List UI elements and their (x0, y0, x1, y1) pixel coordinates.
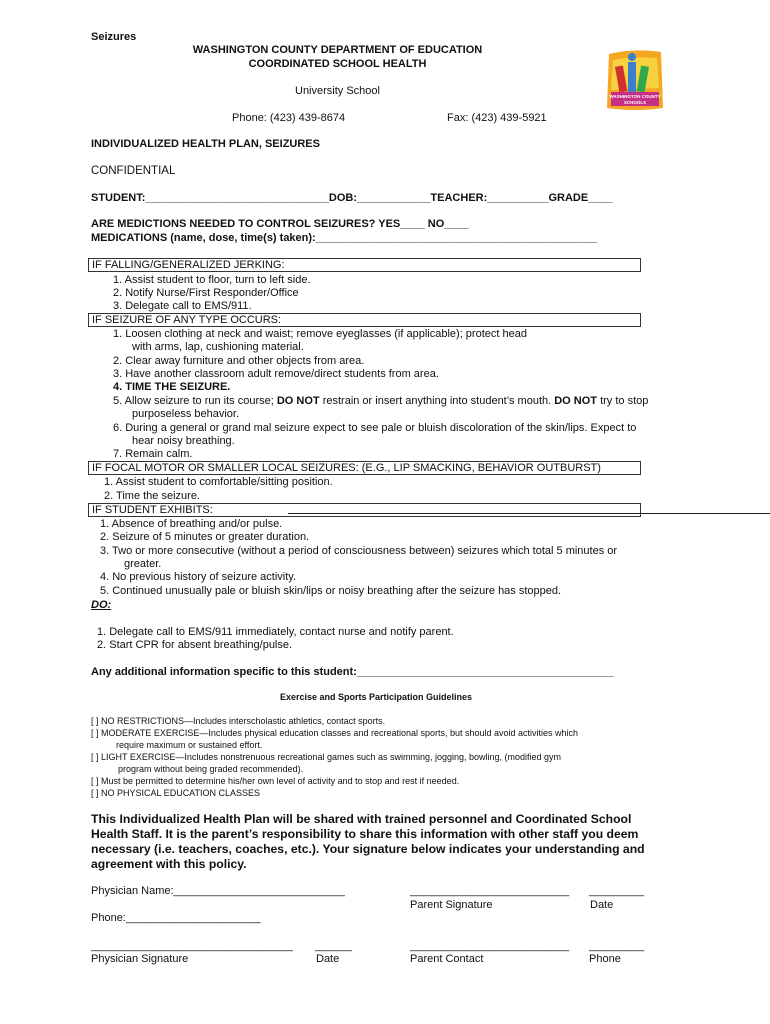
physician-signature-field[interactable]: _________________________________ (91, 940, 293, 952)
phone-number: Phone: (423) 439-8674 (232, 112, 346, 124)
medications-question: ARE MEDICTIONS NEEDED TO CONTROL SEIZURES? YES____ NO____ (91, 218, 469, 230)
exhibits-item: 2. Seizure of 5 minutes or greater duration. (100, 531, 310, 543)
exercise-option: [ ] Must be permitted to determine his/her own level of activity and to stop and rest if needed. (91, 776, 460, 786)
topic-label: Seizures (91, 31, 137, 43)
any-seizure-item (113, 395, 648, 407)
item-text: 5. Allow seizure to run its course; (113, 395, 277, 407)
focal-header: IF FOCAL MOTOR OR SMALLER LOCAL SEIZURES: (E.G., LIP SMACKING, BEHAVIOR OUTBURST) (92, 462, 601, 474)
exhibits-item: 4. No previous history of seizure activity. (100, 571, 297, 583)
exercise-option: [ ] NO PHYSICAL EDUCATION CLASSES (91, 788, 261, 798)
exhibits-header: IF STUDENT EXHIBITS: (92, 504, 213, 516)
phone-field[interactable]: Phone:______________________ (91, 912, 261, 924)
any-seizure-item: 1. Loosen clothing at neck and waist; remove eyeglasses (if applicable); protect head (113, 328, 527, 340)
confidential-label: CONFIDENTIAL (91, 165, 176, 177)
any-seizure-item: with arms, lap, cushioning material. (132, 341, 304, 353)
do-label: DO: (91, 599, 112, 611)
any-seizure-item: 6. During a general or grand mal seizure expect to see pale or bluish discoloration of the skin/lips. Expect to (113, 422, 637, 434)
exercise-option: program without being graded recommended). (118, 764, 304, 774)
exercise-title: Exercise and Sports Participation Guidelines (279, 692, 473, 702)
item-text: restrain or insert anything into student’s mouth. (319, 395, 555, 407)
date-label: Date (590, 899, 614, 911)
date-field[interactable]: ______ (315, 940, 352, 952)
additional-info-line: Any additional information specific to this student:__________________________________________ (91, 666, 614, 678)
parent-contact-label: Parent Contact (410, 953, 484, 965)
date-label: Date (316, 953, 340, 965)
exhibits-rule (288, 513, 770, 514)
any-seizure-item: purposeless behavior. (132, 408, 240, 420)
exercise-option: [ ] MODERATE EXERCISE—Includes physical education classes and recreational sports, but should avoid activities which (91, 728, 579, 738)
do-not-emphasis: DO NOT (554, 395, 598, 407)
district-logo (603, 48, 667, 114)
exercise-option: [ ] NO RESTRICTIONS—Includes interscholastic athletics, contact sports. (91, 716, 386, 726)
falling-header: IF FALLING/GENERALIZED JERKING: (92, 259, 285, 271)
exhibits-item: 3. Two or more consecutive (without a period of consciousness between) seizures which total 5 minutes or (100, 545, 618, 557)
any-seizure-header: IF SEIZURE OF ANY TYPE OCCURS: (92, 314, 282, 326)
policy-statement: agreement with this policy. (91, 857, 247, 871)
exercise-option: require maximum or sustained effort. (116, 740, 263, 750)
physician-name-field[interactable]: Physician Name:____________________________ (91, 885, 345, 897)
focal-item: 2. Time the seizure. (104, 490, 200, 502)
phone-label: Phone (589, 953, 621, 965)
any-seizure-item: 4. TIME THE SEIZURE. (113, 381, 231, 393)
any-seizure-item: 3. Have another classroom adult remove/direct students from area. (113, 368, 439, 380)
parent-contact-field[interactable]: __________________________ (410, 940, 570, 952)
school-name: University School (295, 85, 380, 97)
focal-item: 1. Assist student to comfortable/sitting position. (104, 476, 333, 488)
department-name: WASHINGTON COUNTY DEPARTMENT OF EDUCATION (192, 44, 483, 56)
policy-statement: Health Staff. It is the parent’s responsibility to share this information with other staff you deem (91, 827, 639, 841)
fax-number: Fax: (423) 439-5921 (447, 112, 547, 124)
exhibits-item: greater. (124, 558, 162, 570)
item-text: try to stop (597, 395, 649, 407)
exhibits-item: 5. Continued unusually pale or bluish skin/lips or noisy breathing after the seizure has stopped. (100, 585, 562, 597)
date-field[interactable]: _________ (589, 885, 645, 897)
physician-signature-label: Physician Signature (91, 953, 189, 965)
do-item: 2. Start CPR for absent breathing/pulse. (97, 639, 293, 651)
medications-line: MEDICATIONS (name, dose, time(s) taken):______________________________________________ (91, 232, 598, 244)
contact-phone-field[interactable]: _________ (589, 940, 645, 952)
program-name: COORDINATED SCHOOL HEALTH (248, 58, 427, 70)
exercise-option: [ ] LIGHT EXERCISE—Includes nonstrenuous recreational games such as swimming, jogging, bowling, (modified gym (91, 752, 562, 762)
student-info-line: STUDENT:______________________________DOB:____________TEACHER:__________GRADE____ (91, 192, 613, 204)
svg-text:WASHINGTON COUNTY: WASHINGTON COUNTY (609, 94, 661, 99)
any-seizure-item: 2. Clear away furniture and other objects from area. (113, 355, 365, 367)
any-seizure-item: 7. Remain calm. (113, 448, 193, 460)
exhibits-item: 1. Absence of breathing and/or pulse. (100, 518, 283, 530)
parent-signature-label: Parent Signature (410, 899, 493, 911)
do-not-emphasis: DO NOT (276, 395, 320, 407)
policy-statement: This Individualized Health Plan will be shared with trained personnel and Coordinated School (91, 812, 632, 826)
any-seizure-item: hear noisy breathing. (132, 435, 235, 447)
policy-statement: necessary (i.e. teachers, coaches, etc.). Your signature below indicates your understanding and (91, 842, 645, 856)
falling-item: 2. Notify Nurse/First Responder/Office (113, 287, 299, 299)
svg-text:SCHOOLS: SCHOOLS (623, 100, 647, 105)
falling-item: 1. Assist student to floor, turn to left side. (113, 274, 311, 286)
do-item: 1. Delegate call to EMS/911 immediately, contact nurse and notify parent. (97, 626, 454, 638)
falling-item: 3. Delegate call to EMS/911. (113, 300, 252, 312)
parent-signature-field[interactable]: __________________________ (410, 885, 570, 897)
plan-title: INDIVIDUALIZED HEALTH PLAN, SEIZURES (91, 138, 320, 150)
